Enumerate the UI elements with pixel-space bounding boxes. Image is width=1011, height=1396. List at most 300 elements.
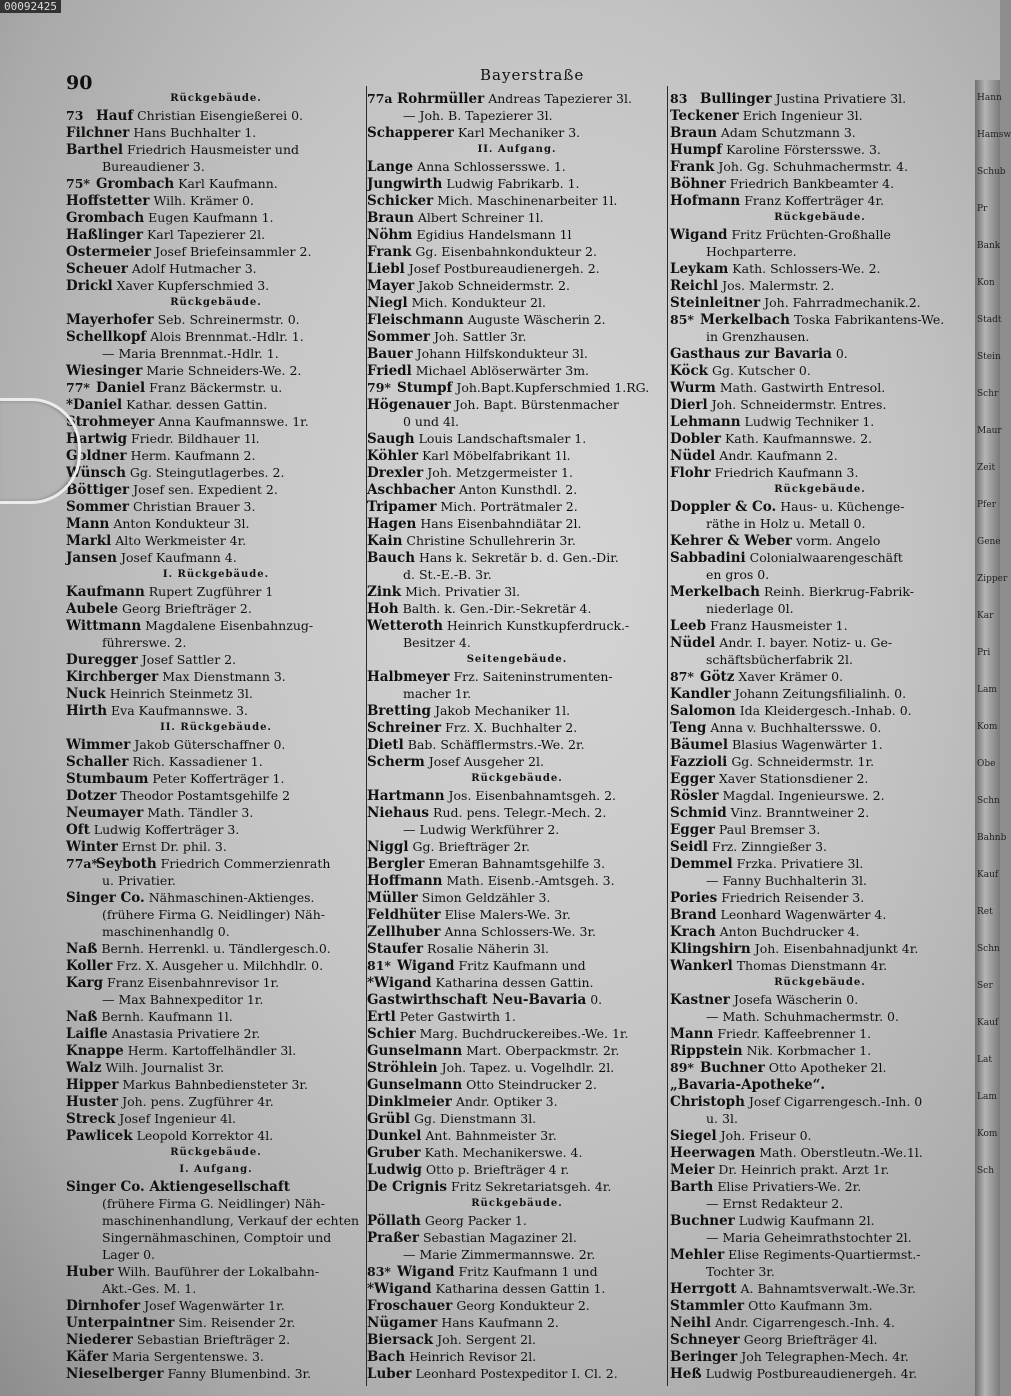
house-number: 75* bbox=[66, 176, 90, 191]
resident-name: Schier bbox=[367, 1026, 416, 1042]
directory-entry bbox=[66, 685, 366, 702]
directory-entry bbox=[670, 957, 970, 974]
entry-details: Markus Bahnbediensteter 3r. bbox=[122, 1077, 309, 1092]
directory-entry bbox=[367, 260, 667, 277]
directory-entry bbox=[670, 753, 970, 770]
entry-details: Vinz. Branntweiner 2. bbox=[730, 805, 870, 820]
directory-entry bbox=[66, 1059, 366, 1076]
entry-details: Dr. Heinrich prakt. Arzt 1r. bbox=[718, 1162, 890, 1177]
entry-details: Peter Gastwirth 1. bbox=[399, 1009, 516, 1024]
directory-entry bbox=[66, 124, 366, 141]
resident-name: Niegl bbox=[367, 295, 408, 311]
edge-fragment: Zipper bbox=[977, 574, 1008, 584]
directory-entry bbox=[66, 1263, 366, 1280]
resident-name: Tripamer bbox=[367, 499, 437, 515]
entry-details: Karl Mechaniker 3. bbox=[457, 125, 581, 140]
resident-name: Wigand bbox=[397, 958, 455, 974]
entry-details: Max Dienstmann 3. bbox=[162, 669, 286, 684]
resident-name: Doppler & Co. bbox=[670, 499, 777, 515]
resident-name: Wittmann bbox=[66, 618, 142, 634]
directory-entry bbox=[367, 753, 667, 770]
directory-entry bbox=[66, 396, 366, 413]
directory-entry bbox=[367, 1280, 667, 1297]
directory-entry bbox=[670, 430, 970, 447]
entry-details: Leonhard Wagenwärter 4. bbox=[720, 907, 887, 922]
resident-name: Gunselmann bbox=[367, 1043, 463, 1059]
resident-name: Rösler bbox=[670, 788, 719, 804]
entry-details: Alois Brennmat.-Hdlr. 1. bbox=[150, 329, 304, 344]
directory-entry bbox=[670, 345, 970, 362]
resident-name: Buchner bbox=[700, 1060, 765, 1076]
resident-name: Müller bbox=[367, 890, 418, 906]
entry-details: Colonialwaarengeschäft bbox=[749, 550, 903, 565]
resident-name: Meier bbox=[670, 1162, 715, 1178]
resident-name: Sommer bbox=[367, 329, 431, 345]
entry-details: Franz Hausmeister 1. bbox=[710, 618, 848, 633]
entry-details: Akt.-Ges. M. 1. bbox=[102, 1281, 197, 1296]
directory-entry bbox=[367, 617, 667, 634]
entry-details: Rosalie Näherin 3l. bbox=[427, 941, 549, 956]
directory-entry bbox=[367, 1093, 667, 1110]
resident-name: Schneyer bbox=[670, 1332, 740, 1348]
directory-entry bbox=[670, 90, 970, 107]
resident-name: Singer Co. Aktiengesellschaft bbox=[66, 1179, 290, 1195]
directory-entry bbox=[670, 1212, 970, 1229]
entry-details: Math. Tändler 3. bbox=[147, 805, 254, 820]
section-heading: Rückgebäude. bbox=[170, 297, 262, 308]
entry-details: Anton Kunsthdl. 2. bbox=[459, 482, 578, 497]
entry-details: Bab. Schäfflermstrs.-We. 2r. bbox=[407, 737, 585, 752]
entry-details: Ant. Bahnmeister 3r. bbox=[425, 1128, 557, 1143]
entry-details: Johann Zeitungsfilialinh. 0. bbox=[734, 686, 907, 701]
directory-entry bbox=[670, 362, 970, 379]
resident-name: Frank bbox=[367, 244, 412, 260]
scan-id: 00092425 bbox=[0, 0, 61, 13]
entry-details: Toska Fabrikantens-We. bbox=[793, 312, 945, 327]
directory-entry bbox=[367, 804, 667, 821]
directory-entry bbox=[670, 1076, 970, 1093]
entry-details: Thomas Dienstmann 4r. bbox=[736, 958, 888, 973]
directory-entry bbox=[670, 991, 970, 1008]
section-heading: Rückgebäude. bbox=[170, 1147, 262, 1158]
column-1 bbox=[66, 90, 366, 1382]
resident-name: Bergler bbox=[367, 856, 425, 872]
entry-details: Elise Privatiers-We. 2r. bbox=[717, 1179, 862, 1194]
entry-details: Marie Schneiders-We. 2. bbox=[146, 363, 302, 378]
directory-entry bbox=[367, 991, 667, 1008]
entry-continuation bbox=[670, 243, 970, 260]
directory-entry bbox=[367, 957, 667, 974]
directory-entry bbox=[66, 1110, 366, 1127]
directory-entry bbox=[367, 243, 667, 260]
resident-name: Siegel bbox=[670, 1128, 717, 1144]
directory-entry bbox=[670, 889, 970, 906]
resident-name: Wiesinger bbox=[66, 363, 143, 379]
directory-entry bbox=[367, 1059, 667, 1076]
entry-details: Ludwig Techniker 1. bbox=[744, 414, 875, 429]
resident-name: Pories bbox=[670, 890, 718, 906]
directory-entry bbox=[367, 1314, 667, 1331]
edge-fragment: Maur bbox=[977, 426, 1002, 436]
edge-fragments bbox=[977, 90, 1011, 1200]
directory-entry bbox=[367, 498, 667, 515]
entry-continuation bbox=[367, 1246, 667, 1263]
edge-fragment: Lam bbox=[977, 1092, 997, 1102]
resident-name: Krach bbox=[670, 924, 716, 940]
resident-name: Leeb bbox=[670, 618, 707, 634]
resident-name: Kandler bbox=[670, 686, 731, 702]
resident-name: Oft bbox=[66, 822, 90, 838]
resident-name: Hagen bbox=[367, 516, 417, 532]
directory-entry bbox=[670, 1161, 970, 1178]
edge-fragment: Ret bbox=[977, 907, 993, 917]
entry-details: A. Bahnamtsverwalt.-We.3r. bbox=[740, 1281, 916, 1296]
entry-details: Friedrich Commerzienrath bbox=[160, 856, 331, 871]
directory-entry bbox=[66, 1178, 366, 1195]
entry-details: Adam Schutzmann 3. bbox=[720, 125, 856, 140]
directory-entry bbox=[66, 1008, 366, 1025]
resident-name: Merkelbach bbox=[670, 584, 760, 600]
entry-details: Math. Oberstleutn.-We.1l. bbox=[759, 1145, 923, 1160]
edge-fragment: Stein bbox=[977, 352, 1001, 362]
resident-name: „Bavaria-Apotheke“. bbox=[670, 1077, 826, 1093]
directory-entry bbox=[670, 226, 970, 243]
directory-entry bbox=[670, 141, 970, 158]
resident-name: Dirnhofer bbox=[66, 1298, 141, 1314]
resident-name: Dietl bbox=[367, 737, 404, 753]
resident-name: Niggl bbox=[367, 839, 409, 855]
resident-name: Dunkel bbox=[367, 1128, 422, 1144]
directory-entry bbox=[670, 906, 970, 923]
entry-details: Christian Eisengießerei 0. bbox=[137, 108, 304, 123]
resident-name: Staufer bbox=[367, 941, 424, 957]
directory-entry bbox=[367, 1161, 667, 1178]
entry-details: Jakob Mechaniker 1l. bbox=[434, 703, 571, 718]
entry-details: Joh. Friseur 0. bbox=[720, 1128, 812, 1143]
directory-entry bbox=[367, 974, 667, 991]
entry-details: Sim. Reisender 2r. bbox=[178, 1315, 296, 1330]
entry-details: Kath. Kaufmannswe. 2. bbox=[724, 431, 873, 446]
directory-entry bbox=[367, 447, 667, 464]
entry-details: niederlage 0l. bbox=[706, 601, 794, 616]
directory-entry bbox=[367, 940, 667, 957]
directory-entry bbox=[670, 617, 970, 634]
directory-entry bbox=[670, 277, 970, 294]
directory-entry bbox=[66, 668, 366, 685]
resident-name: Daniel bbox=[96, 380, 146, 396]
entry-details: Friedr. Bildhauer 1l. bbox=[131, 431, 260, 446]
directory-entry bbox=[670, 1042, 970, 1059]
entry-details: Karl Tapezierer 2l. bbox=[146, 227, 266, 242]
edge-fragment: Gene bbox=[977, 537, 1001, 547]
resident-name: Feldhüter bbox=[367, 907, 441, 923]
resident-name: Nöhm bbox=[367, 227, 413, 243]
resident-name: Liebl bbox=[367, 261, 405, 277]
entry-details: Egidius Handelsmann 1l bbox=[416, 227, 572, 242]
section-heading: II. Aufgang. bbox=[477, 144, 557, 155]
resident-name: Lange bbox=[367, 159, 414, 175]
entry-details: Ludwig Postbureaudienergeh. 4r. bbox=[705, 1366, 918, 1381]
resident-name: Drickl bbox=[66, 278, 113, 294]
directory-entry bbox=[670, 838, 970, 855]
directory-entry bbox=[66, 753, 366, 770]
resident-name: Praßer bbox=[367, 1230, 419, 1246]
entry-details: Joh. Gg. Schuhmachermstr. 4. bbox=[718, 159, 909, 174]
directory-entry bbox=[367, 192, 667, 209]
directory-entry bbox=[670, 719, 970, 736]
directory-entry bbox=[670, 583, 970, 600]
entry-details: Bernh. Kaufmann 1l. bbox=[101, 1009, 233, 1024]
entry-details: Mart. Oberpackmstr. 2r. bbox=[466, 1043, 620, 1058]
entry-details: Hans Kaufmann 2. bbox=[441, 1315, 559, 1330]
directory-entry bbox=[66, 821, 366, 838]
resident-name: Hirth bbox=[66, 703, 108, 719]
entry-details: Rich. Kassadiener 1. bbox=[132, 754, 263, 769]
directory-entry bbox=[367, 1025, 667, 1042]
edge-fragment: Obe bbox=[977, 759, 996, 769]
resident-name: Hauf bbox=[96, 108, 134, 124]
resident-name: Nieselberger bbox=[66, 1366, 164, 1382]
entry-details: Ida Kleidergesch.-Inhab. 0. bbox=[739, 703, 912, 718]
directory-entry bbox=[66, 515, 366, 532]
resident-name: Kain bbox=[367, 533, 403, 549]
resident-name: Bauer bbox=[367, 346, 413, 362]
entry-details: (frühere Firma G. Neidlinger) Näh- bbox=[102, 907, 326, 922]
entry-continuation bbox=[66, 923, 366, 940]
edge-fragment: Schn bbox=[977, 796, 1000, 806]
directory-entry bbox=[670, 260, 970, 277]
resident-name: Hoh bbox=[367, 601, 399, 617]
resident-name: Zink bbox=[367, 584, 402, 600]
entry-continuation bbox=[66, 1212, 366, 1229]
section-heading: Rückgebäude. bbox=[774, 484, 866, 495]
entry-details: Bureaudiener 3. bbox=[102, 159, 205, 174]
directory-entry bbox=[66, 1093, 366, 1110]
section-heading: Rückgebäude. bbox=[471, 1198, 563, 1209]
resident-name: Dierl bbox=[670, 397, 708, 413]
house-number: 81* bbox=[367, 958, 391, 973]
resident-name: De Crignis bbox=[367, 1179, 447, 1195]
entry-continuation bbox=[670, 600, 970, 617]
edge-fragment: Lam bbox=[977, 685, 997, 695]
entry-details: Josef Ingenieur 4l. bbox=[119, 1111, 236, 1126]
resident-name: Nüdel bbox=[670, 448, 716, 464]
entry-details: Friedrich Kaufmann 3. bbox=[714, 465, 859, 480]
entry-details: Marg. Buchdruckereibes.-We. 1r. bbox=[419, 1026, 629, 1041]
directory-entry bbox=[670, 311, 970, 328]
resident-name: Braun bbox=[670, 125, 717, 141]
directory-entry bbox=[367, 600, 667, 617]
entry-continuation bbox=[66, 634, 366, 651]
edge-fragment: Pr bbox=[977, 204, 988, 214]
directory-entry bbox=[670, 124, 970, 141]
resident-name: Böhner bbox=[670, 176, 726, 192]
entry-details: u. Privatier. bbox=[102, 873, 176, 888]
directory-entry bbox=[670, 1314, 970, 1331]
resident-name: Singer Co. bbox=[66, 890, 145, 906]
entry-details: 0. bbox=[835, 346, 848, 361]
entry-details: Anton Kondukteur 3l. bbox=[113, 516, 250, 531]
directory-entry bbox=[367, 1263, 667, 1280]
entry-details: Math. Gastwirth Entresol. bbox=[719, 380, 886, 395]
resident-name: Seidl bbox=[670, 839, 709, 855]
directory-entry bbox=[670, 1246, 970, 1263]
resident-name: Kehrer & Weber bbox=[670, 533, 793, 549]
resident-name: Hoffmann bbox=[367, 873, 443, 889]
entry-details: Eugen Kaufmann 1. bbox=[148, 210, 274, 225]
directory-entry bbox=[670, 736, 970, 753]
edge-fragment: Hann bbox=[977, 93, 1002, 103]
directory-entry bbox=[367, 736, 667, 753]
directory-entry bbox=[670, 1297, 970, 1314]
directory-entry bbox=[66, 838, 366, 855]
resident-name: Teng bbox=[670, 720, 707, 736]
directory-entry bbox=[367, 923, 667, 940]
resident-name: Schapperer bbox=[367, 125, 454, 141]
entry-details: Josef Wagenwärter 1r. bbox=[144, 1298, 285, 1313]
directory-entry bbox=[670, 940, 970, 957]
entry-details: Alto Werkmeister 4r. bbox=[115, 533, 247, 548]
directory-entry bbox=[670, 192, 970, 209]
edge-fragment: Hamsw bbox=[977, 130, 1011, 140]
directory-entry bbox=[66, 498, 366, 515]
entry-details: Mich. Maschinenarbeiter 1l. bbox=[437, 193, 618, 208]
entry-details: Frz. X. Buchhalter 2. bbox=[445, 720, 578, 735]
directory-entry bbox=[66, 362, 366, 379]
resident-name: Neihl bbox=[670, 1315, 712, 1331]
directory-entry bbox=[367, 90, 667, 107]
directory-entry bbox=[670, 685, 970, 702]
entry-details: Otto p. Briefträger 4 r. bbox=[425, 1162, 570, 1177]
entry-details: Frzka. Privatiere 3l. bbox=[736, 856, 864, 871]
resident-name: Gastwirthschaft Neu-Bavaria bbox=[367, 992, 587, 1008]
directory-entry bbox=[66, 209, 366, 226]
entry-details: Josef Sattler 2. bbox=[141, 652, 237, 667]
resident-name: Kaufmann bbox=[66, 584, 145, 600]
entry-details: Xaver Krämer 0. bbox=[738, 669, 844, 684]
directory-entry bbox=[66, 430, 366, 447]
directory-entry bbox=[367, 1144, 667, 1161]
entry-details: Gg. Steingutlagerbes. 2. bbox=[129, 465, 285, 480]
entry-details: Joh Telegraphen-Mech. 4r. bbox=[741, 1349, 909, 1364]
resident-name: Hofmann bbox=[670, 193, 741, 209]
entry-details: Johann Hilfskondukteur 3l. bbox=[416, 346, 588, 361]
directory-entry bbox=[367, 1348, 667, 1365]
entry-details: Otto Apotheker 2l. bbox=[768, 1060, 887, 1075]
directory-entry bbox=[66, 1042, 366, 1059]
entry-details: Xaver Stationsdiener 2. bbox=[718, 771, 869, 786]
resident-name: Demmel bbox=[670, 856, 733, 872]
entry-details: — Fanny Buchhalterin 3l. bbox=[706, 873, 868, 888]
entry-details: Reinh. Bierkrug-Fabrik- bbox=[763, 584, 915, 599]
entry-details: Jakob Güterschaffner 0. bbox=[134, 737, 286, 752]
directory-entry bbox=[670, 668, 970, 685]
resident-name: Karg bbox=[66, 975, 104, 991]
directory-entry bbox=[367, 277, 667, 294]
directory-entry bbox=[367, 294, 667, 311]
directory-entry bbox=[367, 481, 667, 498]
entry-continuation bbox=[670, 1195, 970, 1212]
directory-entry bbox=[66, 311, 366, 328]
resident-name: Jansen bbox=[66, 550, 117, 566]
directory-entry bbox=[66, 804, 366, 821]
entry-details: Simon Geldzähler 3. bbox=[421, 890, 551, 905]
directory-entry bbox=[66, 192, 366, 209]
directory-entry bbox=[66, 413, 366, 430]
directory-entry bbox=[66, 957, 366, 974]
entry-details: Tochter 3r. bbox=[706, 1264, 775, 1279]
entry-details: Andr. Optiker 3. bbox=[455, 1094, 558, 1109]
directory-entry bbox=[66, 447, 366, 464]
directory-entry bbox=[66, 787, 366, 804]
running-head: Bayerstraße bbox=[480, 66, 585, 84]
resident-name: Egger bbox=[670, 822, 715, 838]
entry-details: Friedrich Bankbeamter 4. bbox=[729, 176, 895, 191]
resident-name: Wankerl bbox=[670, 958, 733, 974]
entry-details: führerswe. 2. bbox=[102, 635, 187, 650]
house-number: 77a bbox=[367, 91, 393, 106]
resident-name: Rippstein bbox=[670, 1043, 743, 1059]
directory-entry bbox=[670, 634, 970, 651]
directory-entry bbox=[670, 1348, 970, 1365]
page-number: 90 bbox=[66, 72, 93, 94]
directory-entry bbox=[670, 294, 970, 311]
entry-details: Joh. Eisenbahnadjunkt 4r. bbox=[754, 941, 919, 956]
directory-entry bbox=[367, 549, 667, 566]
entry-details: Singernähmaschinen, Comptoir und bbox=[102, 1230, 332, 1245]
adjacent-page-edge bbox=[975, 80, 1011, 1396]
resident-name: Wigand bbox=[670, 227, 728, 243]
entry-details: Katharina dessen Gattin 1. bbox=[435, 1281, 606, 1296]
directory-entry bbox=[367, 719, 667, 736]
entry-details: Herm. Kartoffelhändler 3l. bbox=[127, 1043, 297, 1058]
resident-name: Humpf bbox=[670, 142, 723, 158]
directory-entry bbox=[670, 1059, 970, 1076]
directory-entry bbox=[66, 1127, 366, 1144]
resident-name: *Wigand bbox=[367, 1281, 432, 1297]
edge-fragment: Schn bbox=[977, 944, 1000, 954]
entry-details: Rupert Zugführer 1 bbox=[148, 584, 274, 599]
directory-entry bbox=[66, 770, 366, 787]
directory-entry bbox=[670, 787, 970, 804]
entry-details: Leonhard Postexpeditor I. Cl. 2. bbox=[415, 1366, 618, 1381]
entry-continuation bbox=[670, 872, 970, 889]
directory-entry bbox=[367, 226, 667, 243]
section-heading: Rückgebäude. bbox=[774, 977, 866, 988]
entry-details: Karl Kaufmann. bbox=[178, 176, 278, 191]
entry-details: Kath. Schlossers-We. 2. bbox=[732, 261, 881, 276]
resident-name: Knappe bbox=[66, 1043, 124, 1059]
entry-details: Christian Brauer 3. bbox=[133, 499, 256, 514]
entry-details: Heinrich Kunstkupferdruck.- bbox=[446, 618, 630, 633]
entry-details: Joh. Tapez. u. Vogelhdlr. 2l. bbox=[441, 1060, 615, 1075]
entry-details: 0 und 4l. bbox=[403, 414, 459, 429]
directory-entry bbox=[670, 923, 970, 940]
house-number: 73 bbox=[66, 108, 84, 123]
entry-details: Mich. Porträtmaler 2. bbox=[440, 499, 578, 514]
entry-details: Wilh. Bauführer der Lokalbahn- bbox=[117, 1264, 320, 1279]
resident-name: Merkelbach bbox=[700, 312, 790, 328]
entry-continuation bbox=[367, 107, 667, 124]
directory-entry bbox=[66, 1348, 366, 1365]
resident-name: Nuck bbox=[66, 686, 106, 702]
entry-details: Josef Kaufmann 4. bbox=[120, 550, 237, 565]
entry-details: Ludwig Kaufmann 2l. bbox=[738, 1213, 875, 1228]
resident-name: Flohr bbox=[670, 465, 711, 481]
entry-details: Hans Buchhalter 1. bbox=[133, 125, 257, 140]
resident-name: Sommer bbox=[66, 499, 130, 515]
entry-details: Leopold Korrektor 4l. bbox=[136, 1128, 274, 1143]
